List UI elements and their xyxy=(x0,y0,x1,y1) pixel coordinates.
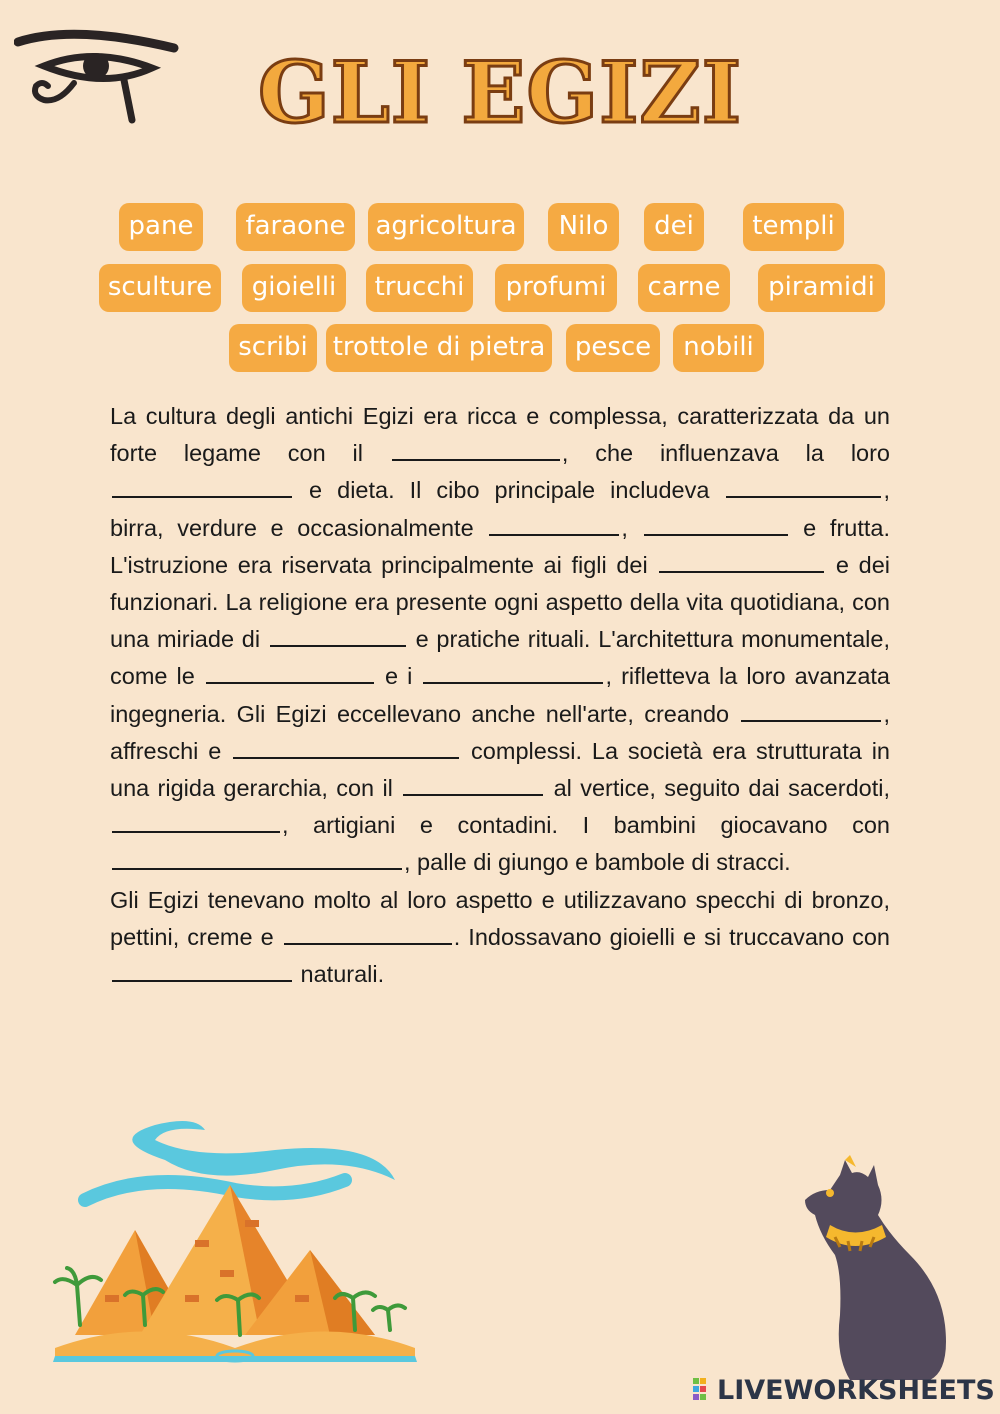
blank-input[interactable] xyxy=(112,844,402,870)
blank-input[interactable] xyxy=(112,956,292,982)
word-chip[interactable]: piramidi xyxy=(758,264,885,312)
blank-input[interactable] xyxy=(206,658,374,684)
word-chip[interactable]: scribi xyxy=(229,324,317,372)
blank-input[interactable] xyxy=(644,510,788,536)
blank-input[interactable] xyxy=(489,510,619,536)
page-title: GLI EGIZI xyxy=(257,43,742,142)
word-chip[interactable]: trucchi xyxy=(366,264,473,312)
word-chip[interactable]: pane xyxy=(119,203,203,251)
liveworksheets-logo-icon xyxy=(693,1376,713,1404)
blank-input[interactable] xyxy=(423,658,603,684)
cloze-text xyxy=(110,398,890,993)
word-chip[interactable]: sculture xyxy=(99,264,221,312)
blank-input[interactable] xyxy=(659,547,824,573)
pyramids-illustration xyxy=(45,1120,425,1370)
word-chip[interactable]: agricoltura xyxy=(368,203,524,251)
blank-input[interactable] xyxy=(233,733,459,759)
paragraph-2: Gli Egizi tenevano molto al loro aspetto e utilizzavano specchi di bronzo, pettini, creme e . Indossavano gioielli e si truccavano con naturali. xyxy=(110,886,890,988)
blank-input[interactable] xyxy=(112,472,292,498)
word-chip[interactable]: gioielli xyxy=(242,264,346,312)
cat-illustration xyxy=(790,1155,960,1380)
word-chip[interactable]: Nilo xyxy=(548,203,619,251)
word-bank xyxy=(0,0,1000,380)
blank-input[interactable] xyxy=(392,435,560,461)
word-chip[interactable]: pesce xyxy=(566,324,660,372)
word-chip[interactable]: profumi xyxy=(495,264,617,312)
logo-text: LIVEWORKSHEETS xyxy=(717,1374,995,1406)
blank-input[interactable] xyxy=(726,472,881,498)
word-chip[interactable]: carne xyxy=(638,264,730,312)
word-chip[interactable]: dei xyxy=(644,203,704,251)
word-chip[interactable]: trottole di pietra xyxy=(326,324,552,372)
blank-input[interactable] xyxy=(741,696,881,722)
blank-input[interactable] xyxy=(112,807,280,833)
liveworksheets-logo[interactable] xyxy=(693,1372,995,1408)
blank-input[interactable] xyxy=(403,770,543,796)
paragraph-1: La cultura degli antichi Egizi era ricca e complessa, caratterizzata da un forte legame con il , che influenzava la loro e dieta. Il cibo principale includeva , birra, verdure e occasionalmente , e frutta. L'istruzione era riservata principalmente ai figli dei e dei funzionari. La religione era presente ogni aspetto della vita quotidiana, con una miriade di e pratiche rituali. L'architettura monumentale, come le e i , rifletteva la loro avanzata ingegneria. Gli Egizi eccellevano anche nell'arte, creando , affreschi e complessi. La società era strutturata in una rigida gerarchia, con il al vertice, seguito dai sacerdoti, , artigiani e contadini. I bambini giocavano con , palle di giungo e bambole di stracci. xyxy=(110,403,891,876)
word-chip[interactable]: templi xyxy=(743,203,844,251)
blank-input[interactable] xyxy=(284,919,452,945)
blank-input[interactable] xyxy=(270,621,406,647)
word-chip[interactable]: nobili xyxy=(673,324,764,372)
word-chip[interactable]: faraone xyxy=(236,203,355,251)
